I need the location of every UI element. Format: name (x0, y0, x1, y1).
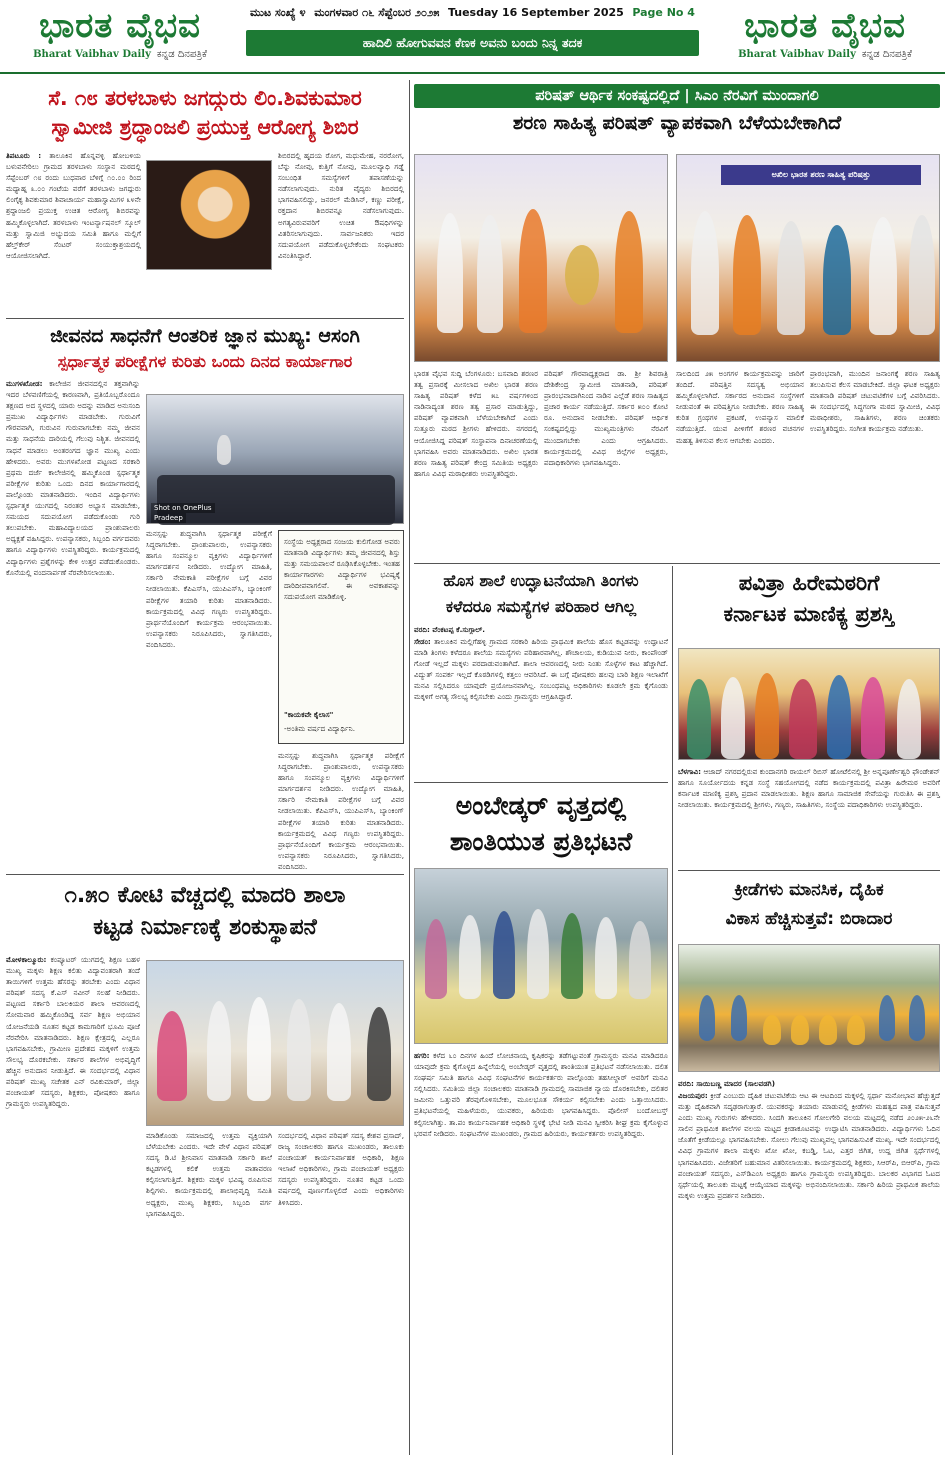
headline-line-1: ಅಂಬೇಡ್ಕರ್ ವೃತ್ತದಲ್ಲಿ (455, 791, 627, 820)
article-body-mid: ಮನಸ್ಸನ್ನು ಶುದ್ಧವಾಗಿಸಿ ಸ್ಪರ್ಧಾತ್ಮಕ ಪರೀಕ್ಷೆಗೆ ಸಿದ್ಧರಾಗಬೇಕು. ಪ್ರಾಂಶುಪಾಲರು, ಉಪನ್ಯಾಸಕರು ಹಾಗೂ ಸಂಪನ್ಮೂಲ ವ್ಯಕ್ತಿಗಳು ವಿದ್ಯಾರ್ಥಿಗಳಿಗೆ ಮಾರ್ಗದರ್ಶನ ನೀಡಿದರು. ಉದ್ಯೋಗ ಮಾಹಿತಿ, ಸರ್ಕಾರಿ ನೇಮಕಾತಿ ಪರೀಕ್ಷೆಗಳ ಬಗ್ಗೆ ವಿವರ ನೀಡಲಾಯಿತು. ಕೆಪಿಎಸ್‌ಸಿ, ಯುಪಿಎಸ್‌ಸಿ, ಬ್ಯಾಂಕಿಂಗ್ ಪರೀಕ್ಷೆಗಳ ತಯಾರಿ ಕುರಿತು ಮಾತನಾಡಿದರು. ಕಾರ್ಯಕ್ರಮದಲ್ಲಿ ವಿವಿಧ ಗಣ್ಯರು ಉಪಸ್ಥಿತರಿದ್ದರು. ಪ್ರಾರ್ಥನೆಯೊಂದಿಗೆ ಕಾರ್ಯಕ್ರಮ ಆರಂಭವಾಯಿತು. ಉಪನ್ಯಾಸಕರು ನಿರೂಪಿಸಿದರು, ಸ್ವಾಗತಿಸಿದರು, ವಂದಿಸಿದರು. (146, 529, 272, 649)
person-figure (861, 677, 885, 759)
person-figure (519, 209, 547, 333)
person-figure (869, 217, 897, 335)
person-figure (527, 909, 549, 999)
person-figure (755, 673, 779, 759)
headline-line-2: ವಿಕಾಸ ಹೆಚ್ಚಿಸುತ್ತವೆ: ಬಿರಾದಾರ (725, 909, 893, 929)
article-body-3: ಸಾಲದಿಂದ ೨೫ ಅಂಗಗಳ ಕಾರ್ಯಕ್ರಮವನ್ನು ಜಾರಿಗೆ ತಂದಿದೆ. ಪರಿಷತ್ತಿನ ಸದಸ್ಯತ್ವ ಅಭಿಯಾನ ಹಮ್ಮಿಕೊಳ್ಳಲಾಗಿದೆ. ಸರ್ಕಾರದ ಅನುದಾನ ಸಂಸ್ಥೆಗಳಿಗೆ ನೀಡುವಂತೆ ಈ ಪರಿಷತ್ತಿಗೂ ನೀಡಬೇಕು. ಶರಣ ಸಾಹಿತ್ಯ ಕುರಿತ ಗ್ರಂಥಗಳ ಪ್ರಕಟಣೆ, ಉಪನ್ಯಾಸ ಮಾಲಿಕೆ ನಡೆಯುತ್ತಿದೆ. ಯುವ ಪೀಳಿಗೆಗೆ ಶರಣರ ವಚನಗಳ ಮಹತ್ವ ತಿಳಿಸುವ ಕೆಲಸ ಆಗಬೇಕು ಎಂದರು. (676, 369, 804, 445)
page-number: Page No 4 (632, 6, 695, 19)
student-figure (819, 1015, 837, 1045)
section-divider (414, 563, 940, 564)
person-figure (823, 225, 851, 335)
stage-banner: ಅಖಿಲ ಭಾರತ ಶರಣ ಸಾಹಿತ್ಯ ಪರಿಷತ್ತು (721, 165, 921, 185)
logo-left (6, 4, 234, 70)
logo-title: ಭಾರತ ವೈಭವ (39, 6, 201, 46)
article-sharana (414, 84, 940, 560)
article-kicker: ಪರಿಷತ್ ಆರ್ಥಿಕ ಸಂಕಷ್ಟದಲ್ಲಿದೆ | ಸಿಎಂ ನೆರವಿಗೆ ಮುಂದಾಗಲಿ (414, 84, 940, 108)
person-figure (777, 221, 805, 335)
headline-line-1: ೧.೫೦ ಕೋಟಿ ವೆಚ್ಚದಲ್ಲಿ ಮಾದರಿ ಶಾಲಾ (64, 883, 346, 908)
person-figure (247, 997, 271, 1101)
article-body-left: ಮುಗಳಖೋಡ: ಕಾಲೇಜಿನ ಜೀವನದಲ್ಲಿನ ತಕ್ತವಾಗಿನ್ನು ಇದರ ಬೆಳವಣಿಗೆಯಲ್ಲಿ ಕಾರಣವಾಗಿ, ಪ್ರತಿಯೊಬ್ಬರೊಂದೂ ತಕ್ಷಣದ ಅದ ಸ್ಥಳದಲ್ಲಿ ಯಾರು ಅದನ್ನು ಮಾಡಿದ ಅನುಸಂದಿ ಪ್ರಮುಖ ವಿದ್ಯಾರ್ಥಿಗಳು ಮಾಡಬೇಕು. ಗುರುವಿಗೆ ಗೌರವವಾಗಿ, ಗುರುವಿನ ಗುರುವಾಗಬೇಕು ನಮ್ಮ ಜೀವನ ಮತ್ತು ಸಾಧನೆಯ ದಾರಿಯಲ್ಲಿ ಗೆಲುವು ನಿಶ್ಚಿತ. ಜೀವನದಲ್ಲಿ ಸಾಧನೆ ಮಾಡಲು ಅಂತರಂಗದ ಜ್ಞಾನ ಮುಖ್ಯ ಎಂದು ಹೇಳಿದರು. ಅವರು ಮುಗಳಖೋಡ ಪಟ್ಟಣದ ಸರಕಾರಿ ಪ್ರಥಮ ದರ್ಜೆ ಕಾಲೇಜಿನಲ್ಲಿ ಹಮ್ಮಿಕೊಂಡ ಸ್ಪರ್ಧಾತ್ಮಕ ಪರೀಕ್ಷೆಗಳ ಕುರಿತು ಒಂದು ದಿನದ ಕಾರ್ಯಾಗಾರದಲ್ಲಿ ಪಾಲ್ಗೊಂಡು ಮಾತನಾಡಿದರು. ಇಂದಿನ ವಿದ್ಯಾರ್ಥಿಗಳು ಸ್ಪರ್ಧಾತ್ಮಕ ಯುಗದಲ್ಲಿ ನಿರಂತರ ಅಭ್ಯಾಸ ಮಾಡಬೇಕು, ಸಮಯದ ಸದುಪಯೋಗ ಪಡೆದುಕೊಂಡು ಗುರಿ ತಲುಪಬೇಕು. ಮಹಾವಿದ್ಯಾಲಯದ ಪ್ರಾಂಶುಪಾಲರು ಅಧ್ಯಕ್ಷತೆ ವಹಿಸಿದ್ದರು. ಉಪನ್ಯಾಸಕರು, ಸಿಬ್ಬಂದಿ ವರ್ಗದವರು ಹಾಗೂ ವಿದ್ಯಾರ್ಥಿಗಳು ಉಪಸ್ಥಿತರಿದ್ದರು. ಕಾರ್ಯಕ್ರಮದಲ್ಲಿ ವಿದ್ಯಾರ್ಥಿಗಳು ಪ್ರಶ್ನೆಗಳನ್ನು ಕೇಳಿ ಉತ್ತರ ಪಡೆದುಕೊಂಡರು. ಕೊನೆಯಲ್ಲಿ ವಂದನಾರ್ಪಣೆ ನೆರವೇರಿಸಲಾಯಿತು. (6, 379, 140, 577)
person-figure (897, 679, 921, 759)
person-figure (207, 1001, 231, 1101)
date-english: Tuesday 16 September 2025 (447, 6, 624, 19)
person-figure (493, 911, 515, 999)
article-body-left: ತಿಪಟೂರು : ತಾಲೂಕಿನ ಹೊನ್ನವಳ್ಳಿ ಹೋಬಳಿಯ ಬಳುವನೇರಿಲು ಗ್ರಾಮದ ತರಳಬಾಳು ಸಂಸ್ಥಾನ ಮಠದಲ್ಲಿ ಸೆಪ್ಟೆಂಬರ್ ೧೮ ರಂದು ಬುಧವಾರ ಬೆಳಿಗ್ಗೆ ೧೦.೦೦ ರಿಂದ ಮಧ್ಯಾಹ್ನ ೩.೦೦ ಗಂಟೆಯ ವರೆಗೆ ತರಳಬಾಳು ಜಗದ್ಗುರು ಲಿಂಗೈಕ್ಯ ಶಿವಕುಮಾರ ಶಿವಾಚಾರ್ಯ ಮಹಾಸ್ವಾಮಿಗಳ ೩೪ನೇ ಶ್ರದ್ಧಾಂಜಲಿ ಪ್ರಯುಕ್ತ ಉಚಿತ ಆರೋಗ್ಯ ಶಿಬಿರವನ್ನು ಹಮ್ಮಿಕೊಳ್ಳಲಾಗಿದೆ. ತರಳಬಾಳು ಇಂಟರ್ನ್ಯಾಷನಲ್ ಸ್ಕೂಲ್ ಮತ್ತು ಸ್ವಾಮಿಜಿ ಅಭ್ಯುದಯ ಸಮಿತಿ ಹಾಗೂ ಮಲ್ಲಿಗೆ ಹೆಲ್ತ್‌ಕೇರ್ ಸೆಂಟರ್ ಸಂಯುಕ್ತಾಶ್ರಯದಲ್ಲಿ ಆಯೋಜಿಸಲಾಗಿದೆ. (6, 151, 141, 260)
headline-line-2: ಶಾಂತಿಯುತ ಪ್ರತಿಭಟನೆ (449, 827, 633, 856)
article-body: ವಿಜಯಪುರ: ಕ್ರೀಡೆ ಎಂಬುದು ದೈಹಿಕ ಚಟುವಟಿಕೆಯ ಆಟ ಈ ಆಟದಿಂದ ಮಕ್ಕಳಲ್ಲಿ ಸ್ಪರ್ಧಾ ಮನೋಭಾವ ಹೆಚ್ಚುತ್ತದೆ ಮತ್ತು ದೈಹಿಕವಾಗಿ ಸದೃಢರಾಗುತ್ತಾರೆ. ಯುವಕರನ್ನು ತಯಾರು ಮಾಡುವಲ್ಲಿ ಕ್ರೀಡೆಗಳು ಮಹತ್ವದ ಪಾತ್ರ ವಹಿಸುತ್ತವೆ ಎಂದು ಮುಖ್ಯ ಗುರುಗಳು ಹೇಳಿದರು. ಸಿಂದಗಿ ತಾಲೂಕಿನ ಗೋಲಗೇರಿ ವಲಯ ಮಟ್ಟದಲ್ಲಿ ನಡೆದ ೨೦೨೫-೨೬ನೇ ಸಾಲಿನ ಪ್ರಾಥಮಿಕ ಶಾಲೆಗಳ ವಲಯ ಮಟ್ಟದ ಕ್ರೀಡಾಕೂಟವನ್ನು ಉದ್ಘಾಟಿಸಿ ಮಾತನಾಡಿದರು. ವಿದ್ಯಾರ್ಥಿಗಳು ಓದಿನ ಜೊತೆಗೆ ಕ್ರೀಡೆಯಲ್ಲೂ ಭಾಗವಹಿಸಬೇಕು. ಸೋಲು ಗೆಲುವು ಮುಖ್ಯವಲ್ಲ ಭಾಗವಹಿಸುವಿಕೆ ಮುಖ್ಯ. ಇದೇ ಸಂದರ್ಭದಲ್ಲಿ ವಿವಿಧ ಗ್ರಾಮಗಳ ಶಾಲಾ ಮಕ್ಕಳು ಖೋ ಖೋ, ಕಬಡ್ಡಿ, ಓಟ, ಎತ್ತರ ಜಿಗಿತ, ಉದ್ದ ಜಿಗಿತ ಸ್ಪರ್ಧೆಗಳಲ್ಲಿ ಭಾಗವಹಿಸಿದರು. ವಿಜೇತರಿಗೆ ಬಹುಮಾನ ವಿತರಿಸಲಾಯಿತು. ಕಾರ್ಯಕ್ರಮದಲ್ಲಿ ಶಿಕ್ಷಕರು, ಸಿಆರ್‌ಪಿ, ಬಿಆರ್‌ಪಿ, ಗ್ರಾಮ ಪಂಚಾಯತ್ ಸದಸ್ಯರು, ಎಸ್‌ಡಿಎಂಸಿ ಅಧ್ಯಕ್ಷರು ಹಾಗೂ ಗ್ರಾಮಸ್ಥರು ಉಪಸ್ಥಿತರಿದ್ದರು. ಬಾಲಕರ ವಿಭಾಗದ ಓಟದ ಸ್ಪರ್ಧೆಯಲ್ಲಿ ತಾಲೂಕು ಮಟ್ಟಕ್ಕೆ ಆಯ್ಕೆಯಾದ ಮಕ್ಕಳನ್ನು ಅಭಿನಂದಿಸಲಾಯಿತು. ಸರ್ಕಾರಿ ಹಿರಿಯ ಪ್ರಾಥಮಿಕ ಶಾಲೆಯ ಮಕ್ಕಳು ಉತ್ತಮ ಪ್ರದರ್ಶನ ನೀಡಿದರು. (678, 1091, 940, 1200)
article-body-right: ಶಿಬಿರದಲ್ಲಿ ಹೃದಯ ರೋಗ, ಮಧುಮೇಹ, ನರರೋಗ, ಬೆನ್ನು ನೋವು, ಕುತ್ತಿಗೆ ನೋವು, ಮೂಲವ್ಯಾಧಿ ಗಡ್ಡೆ ಸಂಬಂಧಿತ ಸಮಸ್ಯೆಗಳಿಗೆ ತಪಾಸಣೆಯನ್ನು ನಡೆಸಲಾಗುವುದು. ನುರಿತ ವೈದ್ಯರು ಶಿಬಿರದಲ್ಲಿ ಭಾಗವಹಿಸಲಿದ್ದು, ಜನರಲ್ ಮೆಡಿಸಿನ್, ಕಣ್ಣು ಪರೀಕ್ಷೆ, ರಕ್ತದಾನ ಶಿಬಿರವನ್ನೂ ನಡೆಸಲಾಗುವುದು. ಅಗತ್ಯವಿರುವವರಿಗೆ ಉಚಿತ ಔಷಧಿಗಳನ್ನು ವಿತರಿಸಲಾಗುವುದು. ಸಾರ್ವಜನಿಕರು ಇದರ ಸದುಪಯೋಗ ಪಡೆದುಕೊಳ್ಳಬೇಕೆಂದು ಸಂಘಟಕರು ವಿನಂತಿಸಿದ್ದಾರೆ. (278, 151, 404, 260)
headline-line-2: ಕರ್ನಾಟಕ ಮಾಣಿಕ್ಯ ಪ್ರಶಸ್ತಿ (723, 602, 895, 626)
issue-number: ಮುಟ ಸಂಖ್ಯೆ ೪ (250, 6, 306, 19)
date-kannada: ಮಂಗಳವಾರ ೧೬ ಸೆಪ್ಟೆಂಬರ ೨೦೨೫ (314, 6, 440, 19)
headline-line-1: ಹೊಸ ಶಾಲೆ ಉದ್ಘಾಟನೆಯಾಗಿ ತಿಂಗಳು (443, 571, 639, 590)
article-sports (678, 876, 940, 1455)
section-divider (678, 870, 940, 871)
article-award (678, 568, 940, 868)
logo-eng: Bharat Vaibhav Daily (738, 49, 856, 60)
headline-line-1: ಕ್ರೀಡೆಗಳು ಮಾನಸಿಕ, ದೈಹಿಕ (734, 880, 884, 900)
statue-figure (565, 245, 599, 305)
section-divider (414, 782, 668, 783)
article-body: ಹಗರಿ: ಕಳೆದ ೬೦ ದಿನಗಳ ಹಿಂದೆ ಲೋಚನಾಯ್ಕ ಕೃಷಿಕರನ್ನು ತಡೆಗಟ್ಟುವಂತೆ ಗ್ರಾಮಸ್ಥರು ಮನವಿ ಮಾಡಿದರೂ ಯಾವುದೇ ಕ್ರಮ ಕೈಗೊಳ್ಳದ ಹಿನ್ನೆಲೆಯಲ್ಲಿ ಅಂಬೇಡ್ಕರ್ ವೃತ್ತದಲ್ಲಿ ಶಾಂತಿಯುತ ಪ್ರತಿಭಟನೆ ನಡೆಸಲಾಯಿತು. ದಲಿತ ಸಂಘರ್ಷ ಸಮಿತಿ ಹಾಗೂ ವಿವಿಧ ಸಂಘಟನೆಗಳ ಕಾರ್ಯಕರ್ತರು ಪಾಲ್ಗೊಂಡು ತಹಸೀಲ್ದಾರ್ ಅವರಿಗೆ ಮನವಿ ಸಲ್ಲಿಸಿದರು. ಸಮಿತಿಯ ಜಿಲ್ಲಾ ಸಂಚಾಲಕರು ಮಾತನಾಡಿ ಗ್ರಾಮದಲ್ಲಿ ಸಾಮಾಜಿಕ ನ್ಯಾಯ ದೊರಕಿಸಬೇಕು, ದಲಿತರ ಜಮೀನು ಒತ್ತುವರಿ ತೆರವುಗೊಳಿಸಬೇಕು, ಮೂಲಭೂತ ಸೌಕರ್ಯ ಕಲ್ಪಿಸಬೇಕು ಎಂದು ಒತ್ತಾಯಿಸಿದರು. ಪ್ರತಿಭಟನೆಯಲ್ಲಿ ಮಹಿಳೆಯರು, ಯುವಕರು, ಹಿರಿಯರು ಭಾಗವಹಿಸಿದ್ದರು. ಪೊಲೀಸ್ ಬಂದೋಬಸ್ತ್ ಕಲ್ಪಿಸಲಾಗಿತ್ತು. ತಾ.ಪಂ ಕಾರ್ಯನಿರ್ವಾಹಕ ಅಧಿಕಾರಿ ಸ್ಥಳಕ್ಕೆ ಭೇಟಿ ನೀಡಿ ಮನವಿ ಸ್ವೀಕರಿಸಿ ಶೀಘ್ರ ಕ್ರಮ ಕೈಗೊಳ್ಳುವ ಭರವಸೆ ನೀಡಿದರು. ಸಂಘಟನೆಗಳ ಮುಖಂಡರು, ಗ್ರಾಮದ ಹಿರಿಯರು, ಕಾರ್ಯಕರ್ತರು ಉಪಸ್ಥಿತರಿದ್ದರು. (414, 1051, 668, 1138)
person-figure (615, 211, 643, 333)
person-figure (687, 679, 711, 759)
swamiji-portrait-photo (146, 160, 272, 270)
article-body-2: ಪರಿಷತ್ ಗೌರವಾಧ್ಯಕ್ಷರಾದ ಡಾ. ಶ್ರೀ ಶಿವರಾತ್ರಿ ದೇಶಿಕೇಂದ್ರ ಸ್ವಾಮೀಜಿ ಮಾತನಾಡಿ, ಪರಿಷತ್ ಪ್ರಾರಂಭವಾದಾಗಿನಿಂದ ನಾಡಿನ ಎಲ್ಲೆಡೆ ಶರಣ ಸಾಹಿತ್ಯದ ಪ್ರಚಾರ ಕಾರ್ಯ ನಡೆಯುತ್ತಿದೆ. ಸರ್ಕಾರ ೫೦೦ ಕೋಟಿ ರೂ. ಅನುದಾನ ನೀಡಬೇಕು. ಪರಿಷತ್ ಆರ್ಥಿಕ ಸಂಕಷ್ಟದಲ್ಲಿದ್ದು ಮುಖ್ಯಮಂತ್ರಿಗಳು ನೆರವಿಗೆ ಮುಂದಾಗಬೇಕು ಎಂದು ಆಗ್ರಹಿಸಿದರು. ಕಾರ್ಯಕ್ರಮದಲ್ಲಿ ವಿವಿಧ ಜಿಲ್ಲೆಗಳ ಅಧ್ಯಕ್ಷರು, ಪದಾಧಿಕಾರಿಗಳು ಭಾಗವಹಿಸಿದ್ದರು. (544, 369, 668, 467)
person-figure (721, 677, 745, 759)
person-figure (733, 215, 761, 335)
person-figure (629, 921, 651, 999)
headline-line-1: ಜೀವನದ ಸಾಧನೆಗೆ ಆಂತರಿಕ ಜ್ಞಾನ ಮುಖ್ಯ: ಆಸಂಗಿ (50, 325, 360, 347)
article-new-school (414, 568, 668, 778)
person-figure (477, 215, 503, 333)
logo-title: ಭಾರತ ವೈಭವ (744, 6, 906, 46)
logo-kan-sub: ಕನ್ನಡ ದಿನಪತ್ರಿಕೆ (156, 49, 207, 60)
logo-eng: Bharat Vaibhav Daily (33, 49, 151, 60)
person-figure (827, 675, 851, 759)
logo-right (711, 4, 939, 70)
byline: ವರದಿ: ವೆಂಕಟಪ್ಪ ಕೆ.ಸುಗ್ಗಾಲ್. (414, 625, 486, 634)
article-body-right: ಮನಸ್ಸನ್ನು ಶುದ್ಧವಾಗಿಸಿ ಸ್ಪರ್ಧಾತ್ಮಕ ಪರೀಕ್ಷೆಗೆ ಸಿದ್ಧರಾಗಬೇಕು. ಪ್ರಾಂಶುಪಾಲರು, ಉಪನ್ಯಾಸಕರು ಹಾಗೂ ಸಂಪನ್ಮೂಲ ವ್ಯಕ್ತಿಗಳು ವಿದ್ಯಾರ್ಥಿಗಳಿಗೆ ಮಾರ್ಗದರ್ಶನ ನೀಡಿದರು. ಉದ್ಯೋಗ ಮಾಹಿತಿ, ಸರ್ಕಾರಿ ನೇಮಕಾತಿ ಪರೀಕ್ಷೆಗಳ ಬಗ್ಗೆ ವಿವರ ನೀಡಲಾಯಿತು. ಕೆಪಿಎಸ್‌ಸಿ, ಯುಪಿಎಸ್‌ಸಿ, ಬ್ಯಾಂಕಿಂಗ್ ಪರೀಕ್ಷೆಗಳ ತಯಾರಿ ಕುರಿತು ಮಾತನಾಡಿದರು. ಕಾರ್ಯಕ್ರಮದಲ್ಲಿ ವಿವಿಧ ಗಣ್ಯರು ಉಪಸ್ಥಿತರಿದ್ದರು. ಪ್ರಾರ್ಥನೆಯೊಂದಿಗೆ ಕಾರ್ಯಕ್ರಮ ಆರಂಭವಾಯಿತು. ಉಪನ್ಯಾಸಕರು ನಿರೂಪಿಸಿದರು, ಸ್ವಾಗತಿಸಿದರು, ವಂದಿಸಿದರು. (278, 751, 404, 871)
logo-kan-sub: ಕನ್ನಡ ದಿನಪತ್ರಿಕೆ (861, 49, 912, 60)
box-quote-by: -ಅಂತಿಮ ವರ್ಷದ ವಿದ್ಯಾರ್ಥಿನಿ. (284, 724, 356, 733)
person-figure (789, 679, 817, 759)
person-figure (157, 1011, 187, 1101)
box-quote: "ಕಾಯಕವೇ ಕೈಲಾಸ" (284, 710, 334, 719)
section-divider (6, 874, 404, 875)
highlight-box (278, 530, 404, 744)
audience-shape (157, 475, 395, 525)
student-figure (763, 1015, 781, 1045)
protest-photo (414, 868, 668, 1044)
photo-credit: Pradeep (151, 513, 186, 523)
person-figure (691, 211, 719, 335)
student-figure (879, 995, 895, 1041)
classroom-photo (146, 394, 404, 524)
student-figure (909, 995, 925, 1041)
article-ambedkar (414, 788, 668, 1455)
masthead (0, 0, 945, 74)
person-figure (327, 1003, 351, 1101)
student-figure (847, 1015, 865, 1045)
article-body: ಸೇಡಂ: ತಾಲೂಕಿನ ಮಲ್ಲಿಗೆಹಳ್ಳಿ ಗ್ರಾಮದ ಸರಕಾರಿ ಹಿರಿಯ ಪ್ರಾಥಮಿಕ ಶಾಲೆಯ ಹೊಸ ಕಟ್ಟಡವನ್ನು ಉದ್ಘಾಟನೆ ಮಾಡಿ ತಿಂಗಳು ಕಳೆದರೂ ಶಾಲೆಯ ಸಮಸ್ಯೆಗಳು ಪರಿಹಾರವಾಗಿಲ್ಲ. ಶೌಚಾಲಯ, ಕುಡಿಯುವ ನೀರು, ಕಾಂಪೌಂಡ್ ಗೋಡೆ ಇಲ್ಲದೆ ಮಕ್ಕಳು ಪರದಾಡುವಂತಾಗಿದೆ. ಶಾಲಾ ಆವರಣದಲ್ಲಿ ನೀರು ನಿಂತು ಸೊಳ್ಳೆಗಳ ಕಾಟ ಹೆಚ್ಚಾಗಿದೆ. ವಿದ್ಯುತ್ ಸಂಪರ್ಕ ಇಲ್ಲದೆ ಕೊಠಡಿಗಳಲ್ಲಿ ಕತ್ತಲು ಆವರಿಸಿದೆ. ಈ ಬಗ್ಗೆ ಪೋಷಕರು ಹಲವು ಬಾರಿ ಶಿಕ್ಷಣ ಇಲಾಖೆಗೆ ಮನವಿ ಸಲ್ಲಿಸಿದರೂ ಯಾವುದೇ ಪ್ರಯೋಜನವಾಗಿಲ್ಲ. ಸಂಬಂಧಪಟ್ಟ ಅಧಿಕಾರಿಗಳು ಕೂಡಲೇ ಕ್ರಮ ಕೈಗೊಂಡು ಮಕ್ಕಳಿಗೆ ಅಗತ್ಯ ಸೌಲಭ್ಯ ಕಲ್ಪಿಸಬೇಕು ಎಂದು ಗ್ರಾಮಸ್ಥರು ಆಗ್ರಹಿಸಿದ್ದಾರೆ. (414, 637, 668, 702)
article-body-left: ಮೋಳಕಾಲ್ಮೂರು: ಕಂಪ್ಯೂಟರ್ ಯುಗದಲ್ಲಿ ಶಿಕ್ಷಣ ಬಹಳ ಮುಖ್ಯ ಮಕ್ಕಳು ಶಿಕ್ಷಣ ಕಲಿತು ವಿದ್ಯಾವಂತರಾಗಿ ತಂದೆ ತಾಯಿಗಳಿಗೆ ಉತ್ತಮ ಹೆಸರನ್ನು ತರಬೇಕು ಎಂದು ವಿಧಾನ ಪರಿಷತ್ ಸದಸ್ಯ ಕೆ.ಎಸ್ ನವೀನ್ ಸಲಹೆ ನೀಡಿದರು. ಪಟ್ಟಣದ ಸರ್ಕಾರಿ ಬಾಲಕಿಯರ ಶಾಲಾ ಆವರಣದಲ್ಲಿ ಸೋಮವಾರ ಹಮ್ಮಿಕೊಂಡಿದ್ದ ಸರ್ವ ಶಿಕ್ಷಣ ಅಭಿಯಾನ ಯೋಜನೆಯಡಿ ನೂತನ ಕಟ್ಟಡ ಕಾಮಗಾರಿಗೆ ಭೂಮಿ ಪೂಜೆ ನೆರವೇರಿಸಿ ಮಾತನಾಡಿದರು. ಶಿಕ್ಷಣ ಕ್ಷೇತ್ರದಲ್ಲಿ ಎಲ್ಲರೂ ಭಾಗವಹಿಸಬೇಕು, ಗ್ರಾಮೀಣ ಪ್ರದೇಶದ ಮಕ್ಕಳಿಗೆ ಉತ್ತಮ ಸೌಲಭ್ಯ ದೊರಕಬೇಕು. ಸರ್ಕಾರ ಶಾಲೆಗಳ ಅಭಿವೃದ್ಧಿಗೆ ಹೆಚ್ಚಿನ ಅನುದಾನ ನೀಡುತ್ತಿದೆ. ಈ ಸಂದರ್ಭದಲ್ಲಿ ವಿಧಾನ ಪರಿಷತ್ ಮುಖ್ಯ ಸಚೇತಕ ಎನ್ ರವಿಕುಮಾರ್, ಜಿಲ್ಲಾ ಪಂಚಾಯತ್ ಸದಸ್ಯರು, ಶಿಕ್ಷಕರು, ಪೋಷಕರು ಹಾಗೂ ಗ್ರಾಮಸ್ಥರು ಉಪಸ್ಥಿತರಿದ್ದರು. (6, 955, 140, 1109)
article-body: ಬೆಳಗಾವಿ: ಆಜಾದ್ ನಗರದಲ್ಲಿರುವ ಕುಂದಾನಗರಿ ರಾಯಲ್ ರಿಬಿಸ್ ಹೋಟೆಲಿನಲ್ಲಿ ಶ್ರೀ ಅನ್ನಪೂರ್ಣೇಶ್ವರಿ ಫೌಂಡೇಶನ್ ಹಾಗೂ ಸೂರ್ಯೋದಯ ಕನ್ನಡ ಸಂಸ್ಥೆ ಸಹಯೋಗದಲ್ಲಿ ನಡೆದ ಕಾರ್ಯಕ್ರಮದಲ್ಲಿ ಪವಿತ್ರಾ ಹಿರೇಮಠ ಅವರಿಗೆ ಕರ್ನಾಟಕ ಮಾಣಿಕ್ಯ ಪ್ರಶಸ್ತಿ ಪ್ರದಾನ ಮಾಡಲಾಯಿತು. ಶಿಕ್ಷಣ ಹಾಗೂ ಸಾಮಾಜಿಕ ಸೇವೆಯನ್ನು ಗುರುತಿಸಿ ಈ ಪ್ರಶಸ್ತಿ ನೀಡಲಾಯಿತು. ಕಾರ್ಯಕ್ರಮದಲ್ಲಿ ಶ್ರೀಗಳು, ಗಣ್ಯರು, ಸಾಹಿತಿಗಳು, ಸಂಸ್ಥೆಯ ಪದಾಧಿಕಾರಿಗಳು ಉಪಸ್ಥಿತರಿದ್ದರು. (678, 767, 940, 810)
article-guidance (6, 322, 404, 870)
award-ceremony-photo (678, 648, 940, 760)
sports-kids-photo (678, 944, 940, 1072)
byline: ವರದಿ: ಸಾಯಿಬಣ್ಣ ಮಾದರ (ಸಾಲವಡಗಿ) (678, 1079, 776, 1088)
column-divider (672, 566, 673, 1455)
headline-line-2: ಸ್ಪರ್ಧಾತ್ಮಕ ಪರೀಕ್ಷೆಗಳ ಕುರಿತು ಒಂದು ದಿನದ ಕಾರ್ಯಾಗಾರ (57, 352, 353, 371)
article-school-building (6, 880, 404, 1455)
person-figure (437, 213, 463, 333)
box-text: ಸಂಸ್ಥೆಯ ಅಧ್ಯಕ್ಷರಾದ ಸಂಜಯ ಕುಲಿಗೋಡ ಅವರು ಮಾತನಾಡಿ ವಿದ್ಯಾರ್ಥಿಗಳು ತಮ್ಮ ಜೀವನದಲ್ಲಿ ಶಿಸ್ತು ಮತ್ತು ಸಮಯಪಾಲನೆ ರೂಢಿಸಿಕೊಳ್ಳಬೇಕು. ಇಂತಹ ಕಾರ್ಯಾಗಾರಗಳು ವಿದ್ಯಾರ್ಥಿಗಳ ಭವಿಷ್ಯಕ್ಕೆ ದಾರಿದೀಪವಾಗಲಿವೆ. ಈ ಅವಕಾಶವನ್ನು ಸದುಪಯೋಗ ಮಾಡಿಕೊಳ್ಳಿ. (284, 537, 400, 602)
student-figure (731, 995, 747, 1041)
section-divider (6, 318, 404, 319)
person-figure (909, 215, 935, 335)
foundation-ceremony-photo (146, 960, 404, 1126)
speaker-figure (217, 435, 231, 465)
person-figure (561, 913, 583, 999)
headline: ಶರಣ ಸಾಹಿತ್ಯ ಪರಿಷತ್ ವ್ಯಾಪಕವಾಗಿ ಬೆಳೆಯಬೇಕಾಗಿದೆ (512, 112, 842, 134)
person-figure (459, 915, 481, 999)
photo-watermark: Shot on OnePlus (151, 503, 215, 513)
article-body-mid: ಮಾಡಿಕೊಂಡು ಸಮಾಜದಲ್ಲಿ ಉತ್ತಮ ವ್ಯಕ್ತಿಯಾಗಿ ಬೆಳೆಯಬೇಕು ಎಂದರು. ಇದೇ ವೇಳೆ ವಿಧಾನ ಪರಿಷತ್ ಸದಸ್ಯ ಡಿ.ಟಿ ಶ್ರೀನಿವಾಸ ಮಾತನಾಡಿ ಸರ್ಕಾರಿ ಶಾಲೆ ಕಟ್ಟಡಗಳಲ್ಲಿ ಕಲಿಕೆ ಉತ್ತಮ ವಾತಾವರಣ ಕಲ್ಪಿಸಲಾಗುತ್ತಿದೆ. ಶಿಕ್ಷಕರು ಮಕ್ಕಳ ಭವಿಷ್ಯ ರೂಪಿಸುವ ಶಿಲ್ಪಿಗಳು. ಕಾರ್ಯಕ್ರಮದಲ್ಲಿ ಶಾಲಾಭಿವೃದ್ಧಿ ಸಮಿತಿ ಅಧ್ಯಕ್ಷರು, ಮುಖ್ಯ ಶಿಕ್ಷಕರು, ಸಿಬ್ಬಂದಿ ವರ್ಗ ಭಾಗವಹಿಸಿದ್ದರು. (146, 1131, 272, 1218)
person-figure (425, 919, 447, 999)
headline-line-2: ಸ್ವಾಮೀಜಿ ಶ್ರದ್ಧಾಂಜಲಿ ಪ್ರಯುಕ್ತ ಆರೋಗ್ಯ ಶಿಬಿರ (51, 115, 359, 139)
stage-photo-right (676, 154, 940, 362)
person-figure (367, 1007, 391, 1101)
column-divider (409, 80, 410, 1455)
article-body-1: ಭಾರತ ವೈಭವ ಸುದ್ದಿ ಬೆಂಗಳೂರು: ಬಸವಾದಿ ಶರಣರ ತತ್ವ ಪ್ರಸಾರಕ್ಕೆ ಮೀಸಲಾದ ಅಖಿಲ ಭಾರತ ಶರಣ ಸಾಹಿತ್ಯ ಪರಿಷತ್ ಕಳೆದ ೫೭ ವರ್ಷಗಳಿಂದ ನಾಡಿನಾದ್ಯಂತ ಶರಣ ತತ್ವ ಪ್ರಸಾರ ಮಾಡುತ್ತಿದ್ದು, ಪರಿಷತ್ ವ್ಯಾಪಕವಾಗಿ ಬೆಳೆಯಬೇಕಾಗಿದೆ ಎಂದು ಸುತ್ತೂರು ಮಠದ ಶ್ರೀಗಳು ಹೇಳಿದರು. ನಗರದಲ್ಲಿ ಆಯೋಜಿಸಿದ್ದ ಪರಿಷತ್ ಸಂಸ್ಥಾಪನಾ ದಿನಾಚರಣೆಯಲ್ಲಿ ಭಾಗವಹಿಸಿ ಅವರು ಮಾತನಾಡಿದರು. ಅಖಿಲ ಭಾರತ ಶರಣ ಸಾಹಿತ್ಯ ಪರಿಷತ್ ಕೇಂದ್ರ ಸಮಿತಿಯ ಅಧ್ಯಕ್ಷರು ಹಾಗೂ ವಿವಿಧ ಮಠಾಧೀಶರು ಉಪಸ್ಥಿತರಿದ್ದರು. (414, 369, 538, 478)
student-figure (699, 995, 715, 1041)
masthead-center (246, 4, 699, 70)
person-figure (287, 999, 311, 1101)
student-figure (791, 1015, 809, 1045)
article-body-4: ಪ್ರಾರಂಭವಾಗಿ, ಮುಂದಿನ ಜನಾಂಗಕ್ಕೆ ಶರಣ ಸಾಹಿತ್ಯ ತಲುಪಿಸುವ ಕೆಲಸ ಮಾಡಬೇಕಿದೆ. ಜಿಲ್ಲಾ ಘಟಕ ಅಧ್ಯಕ್ಷರು ಮಾತನಾಡಿ ಪರಿಷತ್ ಚಟುವಟಿಕೆಗಳ ಬಗ್ಗೆ ವಿವರಿಸಿದರು. ಈ ಸಂದರ್ಭದಲ್ಲಿ ಸಿದ್ಧಗಂಗಾ ಮಠದ ಸ್ವಾಮೀಜಿ, ವಿವಿಧ ಮಠಾಧೀಶರು, ಸಾಹಿತಿಗಳು, ಶರಣ ಚಿಂತಕರು ಉಪಸ್ಥಿತರಿದ್ದರು. ಸಂಗೀತ ಕಾರ್ಯಕ್ರಮ ನಡೆಯಿತು. (810, 369, 940, 434)
headline-line-1: ಸೆ. ೧೮ ತರಳಬಾಳು ಜಗದ್ಗುರು ಲಿಂ.ಶಿವಕುಮಾರ (48, 86, 362, 110)
headline-line-2: ಕಳೆದರೂ ಸಮಸ್ಯೆಗಳ ಪರಿಹಾರ ಆಗಿಲ್ಲ (445, 597, 637, 616)
masthead-quote: ಹಾದಿಲಿ ಹೋಗುವವನ ಕೆಣಕ ಅವನು ಬಂದು ನಿನ್ನ ತದಕ (246, 30, 699, 56)
stage-photo-left (414, 154, 668, 362)
person-figure (595, 917, 617, 999)
article-body-right: ಸಂದರ್ಭದಲ್ಲಿ ವಿಧಾನ ಪರಿಷತ್ ಸದಸ್ಯ ಕೇಶವ ಪ್ರಸಾದ್, ರಾಜ್ಯ ಸಂಚಾಲಕರು ಹಾಗೂ ಮುಖಂಡರು, ತಾಲೂಕು ಪಂಚಾಯತ್ ಕಾರ್ಯನಿರ್ವಾಹಕ ಅಧಿಕಾರಿ, ಶಿಕ್ಷಣ ಇಲಾಖೆ ಅಧಿಕಾರಿಗಳು, ಗ್ರಾಮ ಪಂಚಾಯತ್ ಅಧ್ಯಕ್ಷರು ಸದಸ್ಯರು ಉಪಸ್ಥಿತರಿದ್ದರು. ನೂತನ ಕಟ್ಟಡ ಒಂದು ವರ್ಷದಲ್ಲಿ ಪೂರ್ಣಗೊಳ್ಳಲಿದೆ ಎಂದು ಅಧಿಕಾರಿಗಳು ತಿಳಿಸಿದರು. (278, 1131, 404, 1207)
article-shivakumar (6, 84, 404, 314)
headline-line-2: ಕಟ್ಟಡ ನಿರ್ಮಾಣಕ್ಕೆ ಶಂಕುಸ್ಥಾಪನೆ (93, 915, 317, 940)
headline-line-1: ಪವಿತ್ರಾ ಹಿರೇಮಠರಿಗೆ (738, 571, 880, 595)
